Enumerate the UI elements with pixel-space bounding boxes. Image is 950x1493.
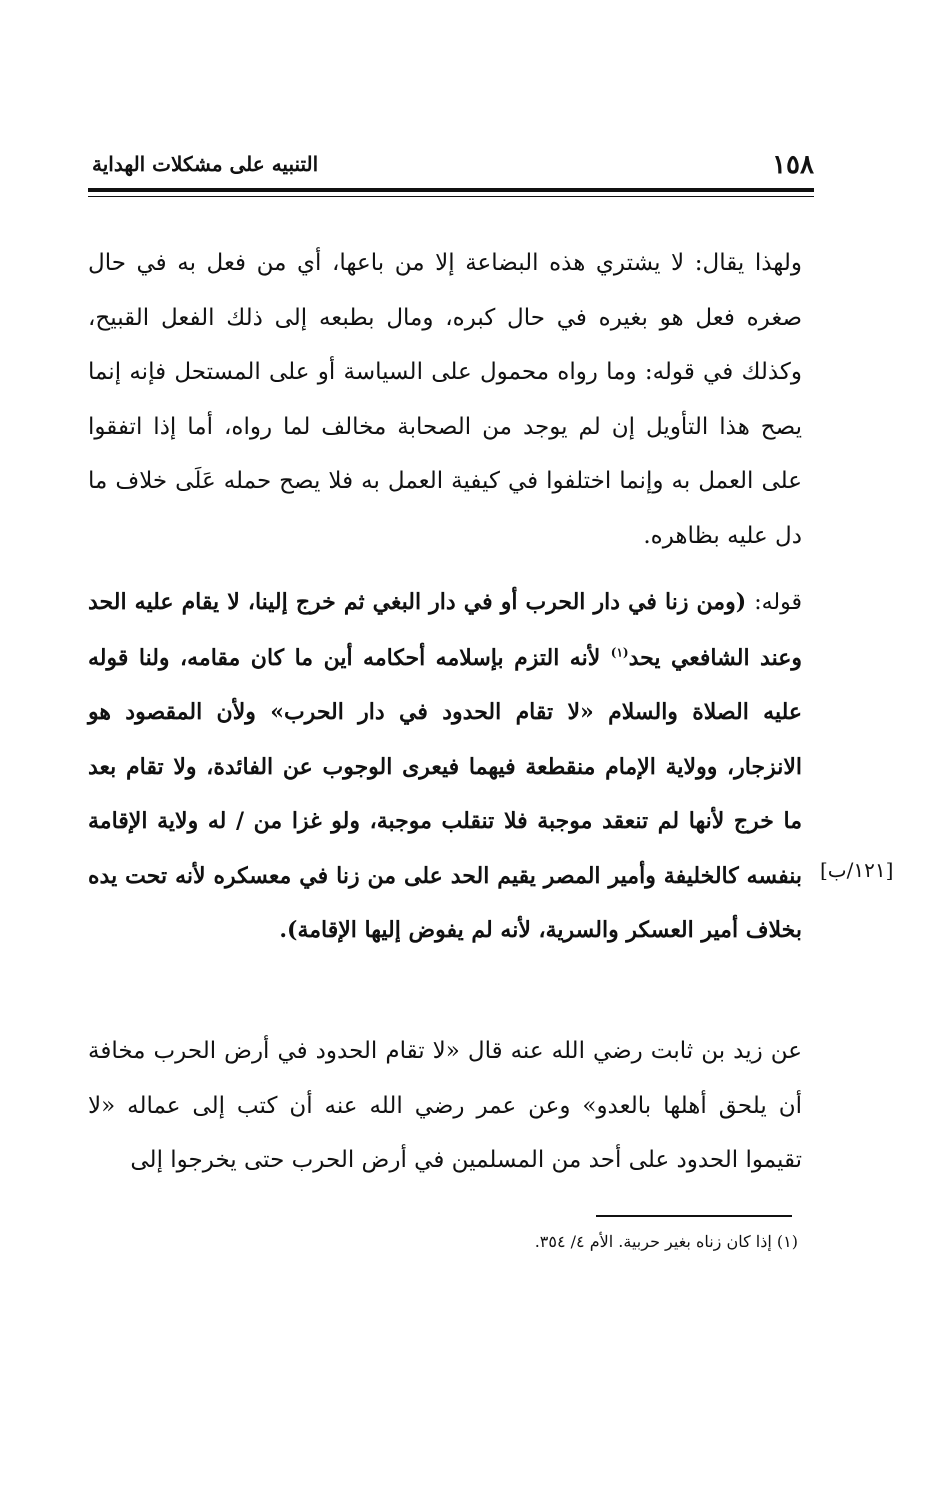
paragraph-quoted-text bbox=[88, 575, 802, 958]
paragraph-commentary-2: عن زيد بن ثابت رضي الله عنه قال «لا تقام الحدود في أرض الحرب مخافة أن يلحق أهلها بالعدو» وعن عمر رضي الله عنه أن كتب إلى عماله «لا تقيموا الحدود على أحد من المسلمين في أرض الحرب حتى يخرجوا إلى bbox=[88, 1038, 802, 1173]
header-rule-thin bbox=[88, 196, 814, 197]
page-number: ١٥٨ bbox=[772, 150, 814, 180]
footnote-reference[interactable]: (١) bbox=[610, 645, 629, 660]
quoted-text-part-b: لأنه التزم بإسلامه أحكامه أين ما كان مقامه، ولنا قوله عليه الصلاة والسلام «لا تقام الحدود في دار الحرب» ولأن المقصود هو الانزجار، وولاية الإمام منقطعة فيهما فيعرى الوجوب عن الفائدة، ولا تقام بعد ما خرج لأنها لم تنعقد موجبة فلا تنقلب موجبة، ولو غزا من / له ولاية الإقامة بنفسه كالخليفة وأمير المصر يقيم الحد على من زنا في معسكره لأنه تحت يده بخلاف أمير العسكر والسرية، لأنه لم يفوض إليها الإقامة). bbox=[88, 644, 802, 943]
manuscript-folio-marker: [١٢١/ب] bbox=[820, 858, 894, 882]
quoted-text-part-a: (ومن زنا في دار الحرب أو في دار البغي ثم خرج إلينا، لا يقام عليه الحد وعند الشافعي يحد bbox=[88, 589, 802, 671]
running-title: التنبيه على مشكلات الهداية bbox=[92, 152, 319, 176]
header-rule-thick bbox=[88, 188, 814, 192]
page-header bbox=[88, 140, 814, 186]
paragraph-commentary-1: ولهذا يقال: لا يشتري هذه البضاعة إلا من باعها، أي من فعل به في حال صغره فعل هو بغيره في حال كبره، ومال بطبعه إلى ذلك الفعل القبيح، وكذلك في قوله: وما رواه محمول على السياسة أو على المستحل فإنه إنما يصح هذا التأويل إن لم يوجد من الصحابة مخالف لما رواه، أما إذا اتفقوا على العمل به وإنما اختلفوا في كيفية العمل به فلا يصح حمله عَلَى خلاف ما دل عليه بظاهره. bbox=[88, 250, 802, 549]
footnote-separator bbox=[596, 1215, 792, 1217]
footnote: (١) إذا كان زناه بغير حربية. الأم ٤/ ٣٥٤. bbox=[534, 1232, 798, 1251]
quote-intro: قوله: bbox=[754, 590, 802, 615]
